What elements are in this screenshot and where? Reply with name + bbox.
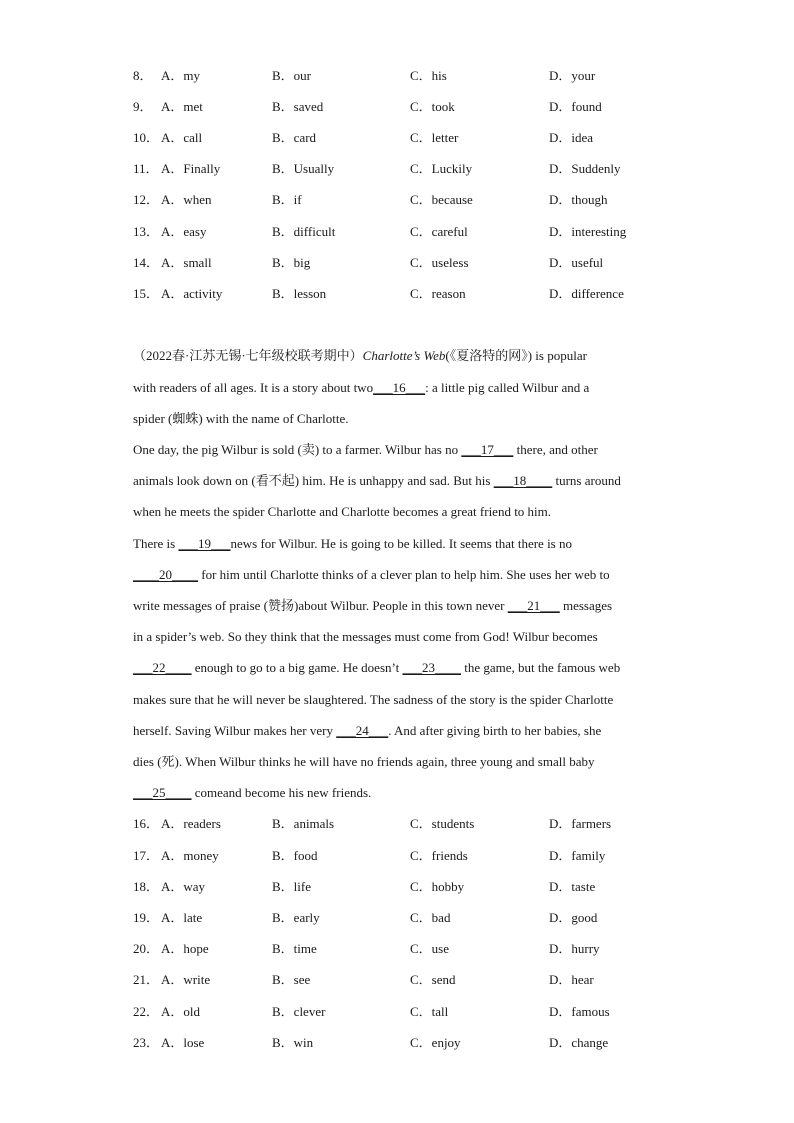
passage-line bbox=[133, 752, 653, 772]
option-d: D．Suddenly bbox=[549, 161, 621, 176]
option-d: D．your bbox=[549, 68, 596, 83]
passage-text: comeand become his new friends. bbox=[191, 785, 372, 800]
passage-text: One day, the pig Wilbur is sold (卖) to a farmer. Wilbur has no bbox=[133, 442, 462, 457]
passage-line bbox=[133, 502, 653, 522]
option-c: C．letter bbox=[410, 130, 459, 145]
passage-line bbox=[133, 471, 653, 491]
option-d: D．taste bbox=[549, 879, 596, 894]
option-b: B．early bbox=[272, 910, 320, 925]
passage-title: Charlotte’s Web bbox=[362, 348, 446, 363]
question-number: 8． bbox=[133, 68, 153, 83]
passage-text: enough to go to a big game. He doesn’t bbox=[191, 660, 403, 675]
passage-text: for him until Charlotte thinks of a clever plan to help him. She uses her web to bbox=[198, 567, 610, 582]
option-d: D．difference bbox=[549, 286, 624, 301]
option-c: C．send bbox=[410, 972, 456, 987]
option-a: A．old bbox=[161, 1004, 201, 1019]
passage-line bbox=[133, 378, 653, 398]
passage-text: herself. Saving Wilbur makes her very bbox=[133, 723, 337, 738]
option-d: D．interesting bbox=[549, 224, 627, 239]
question-number: 15． bbox=[133, 286, 160, 301]
passage-source: （2022春·江苏无锡·七年级校联考期中） bbox=[133, 348, 363, 363]
option-b: B．difficult bbox=[272, 224, 336, 239]
question-number: 18． bbox=[133, 879, 160, 894]
option-d: D．found bbox=[549, 99, 602, 114]
option-c: C．Luckily bbox=[410, 161, 473, 176]
question-number: 17． bbox=[133, 848, 160, 863]
passage-text: the game, but the famous web bbox=[460, 660, 621, 675]
blank-17: ___17___ bbox=[461, 442, 514, 457]
question-number: 10． bbox=[133, 130, 160, 145]
passage-text: dies (死). When Wilbur thinks he will have no friends again, three young and small baby bbox=[133, 754, 595, 769]
option-c: C．friends bbox=[410, 848, 468, 863]
question-number: 21． bbox=[133, 972, 160, 987]
option-a: A．readers bbox=[161, 816, 221, 831]
passage-line bbox=[133, 409, 653, 429]
passage-line bbox=[133, 783, 653, 803]
option-d: D．farmers bbox=[549, 816, 612, 831]
option-d: D．good bbox=[549, 910, 598, 925]
option-c: C．bad bbox=[410, 910, 451, 925]
passage-text: write messages of praise (赞扬)about Wilbur. People in this town never bbox=[133, 598, 508, 613]
blank-23: ___23____ bbox=[402, 660, 461, 675]
option-c: C．useless bbox=[410, 255, 469, 270]
option-a: A．call bbox=[161, 130, 203, 145]
option-b: B．if bbox=[272, 192, 302, 207]
option-c: C．use bbox=[410, 941, 450, 956]
question-number: 14． bbox=[133, 255, 160, 270]
question-number: 11． bbox=[133, 161, 159, 176]
option-a: A．my bbox=[161, 68, 201, 83]
passage-text: : a little pig called Wilbur and a bbox=[425, 380, 590, 395]
passage-text: news for Wilbur. He is going to be killed. It seems that there is no bbox=[230, 536, 572, 551]
option-c: C．careful bbox=[410, 224, 468, 239]
option-a: A．easy bbox=[161, 224, 207, 239]
passage-text: spider (蜘蛛) with the name of Charlotte. bbox=[133, 411, 349, 426]
option-b: B．lesson bbox=[272, 286, 327, 301]
option-b: B．clever bbox=[272, 1004, 326, 1019]
option-d: D．hear bbox=[549, 972, 594, 987]
question-number: 13． bbox=[133, 224, 160, 239]
passage-text: there, and other bbox=[513, 442, 598, 457]
passage-text: in a spider’s web. So they think that the messages must come from God! Wilbur becomes bbox=[133, 629, 598, 644]
option-b: B．animals bbox=[272, 816, 335, 831]
passage-line bbox=[133, 565, 653, 585]
question-number: 19． bbox=[133, 910, 160, 925]
option-c: C．tall bbox=[410, 1004, 449, 1019]
option-b: B．win bbox=[272, 1035, 314, 1050]
option-c: C．his bbox=[410, 68, 447, 83]
passage-line bbox=[133, 346, 653, 366]
option-b: B．saved bbox=[272, 99, 324, 114]
passage-line bbox=[133, 658, 653, 678]
option-d: D．idea bbox=[549, 130, 594, 145]
question-number: 20． bbox=[133, 941, 160, 956]
passage-line bbox=[133, 721, 653, 741]
blank-16: ___16___ bbox=[373, 380, 426, 395]
blank-20: ____20____ bbox=[133, 567, 198, 582]
passage-line bbox=[133, 690, 653, 710]
option-b: B．food bbox=[272, 848, 318, 863]
option-a: A．lose bbox=[161, 1035, 205, 1050]
option-b: B．card bbox=[272, 130, 317, 145]
question-number: 16． bbox=[133, 816, 160, 831]
option-b: B．our bbox=[272, 68, 312, 83]
option-a: A．Finally bbox=[161, 161, 221, 176]
passage-text: with readers of all ages. It is a story about two bbox=[133, 380, 374, 395]
option-a: A．when bbox=[161, 192, 212, 207]
passage-line bbox=[133, 440, 653, 460]
option-d: D．hurry bbox=[549, 941, 600, 956]
option-b: B．see bbox=[272, 972, 311, 987]
option-c: C．because bbox=[410, 192, 473, 207]
option-a: A．activity bbox=[161, 286, 223, 301]
blank-19: ___19___ bbox=[178, 536, 231, 551]
option-b: B．Usually bbox=[272, 161, 335, 176]
blank-21: ___21___ bbox=[507, 598, 560, 613]
passage-text: There is bbox=[133, 536, 179, 551]
option-b: B．big bbox=[272, 255, 311, 270]
option-a: A．small bbox=[161, 255, 212, 270]
option-a: A．write bbox=[161, 972, 211, 987]
passage-text: when he meets the spider Charlotte and Charlotte becomes a great friend to him. bbox=[133, 504, 552, 519]
passage-text: animals look down on (看不起) him. He is unhappy and sad. But his bbox=[133, 473, 494, 488]
option-d: D．useful bbox=[549, 255, 604, 270]
option-d: D．though bbox=[549, 192, 608, 207]
blank-18: ___18____ bbox=[493, 473, 553, 488]
option-c: C．hobby bbox=[410, 879, 465, 894]
option-b: B．life bbox=[272, 879, 311, 894]
question-number: 23． bbox=[133, 1035, 160, 1050]
passage-text: . And after giving birth to her babies, she bbox=[388, 723, 602, 738]
option-a: A．hope bbox=[161, 941, 209, 956]
option-a: A．money bbox=[161, 848, 219, 863]
question-number: 9． bbox=[133, 99, 153, 114]
option-a: A．met bbox=[161, 99, 203, 114]
option-c: C．took bbox=[410, 99, 455, 114]
passage-text: messages bbox=[559, 598, 613, 613]
option-d: D．famous bbox=[549, 1004, 610, 1019]
option-c: C．students bbox=[410, 816, 475, 831]
option-a: A．late bbox=[161, 910, 203, 925]
passage-line bbox=[133, 534, 653, 554]
passage-line bbox=[133, 627, 653, 647]
passage-text: makes sure that he will never be slaughtered. The sadness of the story is the spider Charlotte bbox=[133, 692, 614, 707]
option-c: C．enjoy bbox=[410, 1035, 461, 1050]
passage-text: (《夏洛特的网》) is popular bbox=[445, 348, 587, 363]
option-d: D．family bbox=[549, 848, 606, 863]
blank-22: ___22____ bbox=[133, 660, 192, 675]
passage-line bbox=[133, 596, 653, 616]
blank-24: ___24___ bbox=[336, 723, 389, 738]
option-d: D．change bbox=[549, 1035, 609, 1050]
option-b: B．time bbox=[272, 941, 317, 956]
option-a: A．way bbox=[161, 879, 206, 894]
question-number: 12． bbox=[133, 192, 160, 207]
option-c: C．reason bbox=[410, 286, 466, 301]
question-number: 22． bbox=[133, 1004, 160, 1019]
passage-text: turns around bbox=[552, 473, 621, 488]
blank-25: ___25____ bbox=[133, 785, 192, 800]
